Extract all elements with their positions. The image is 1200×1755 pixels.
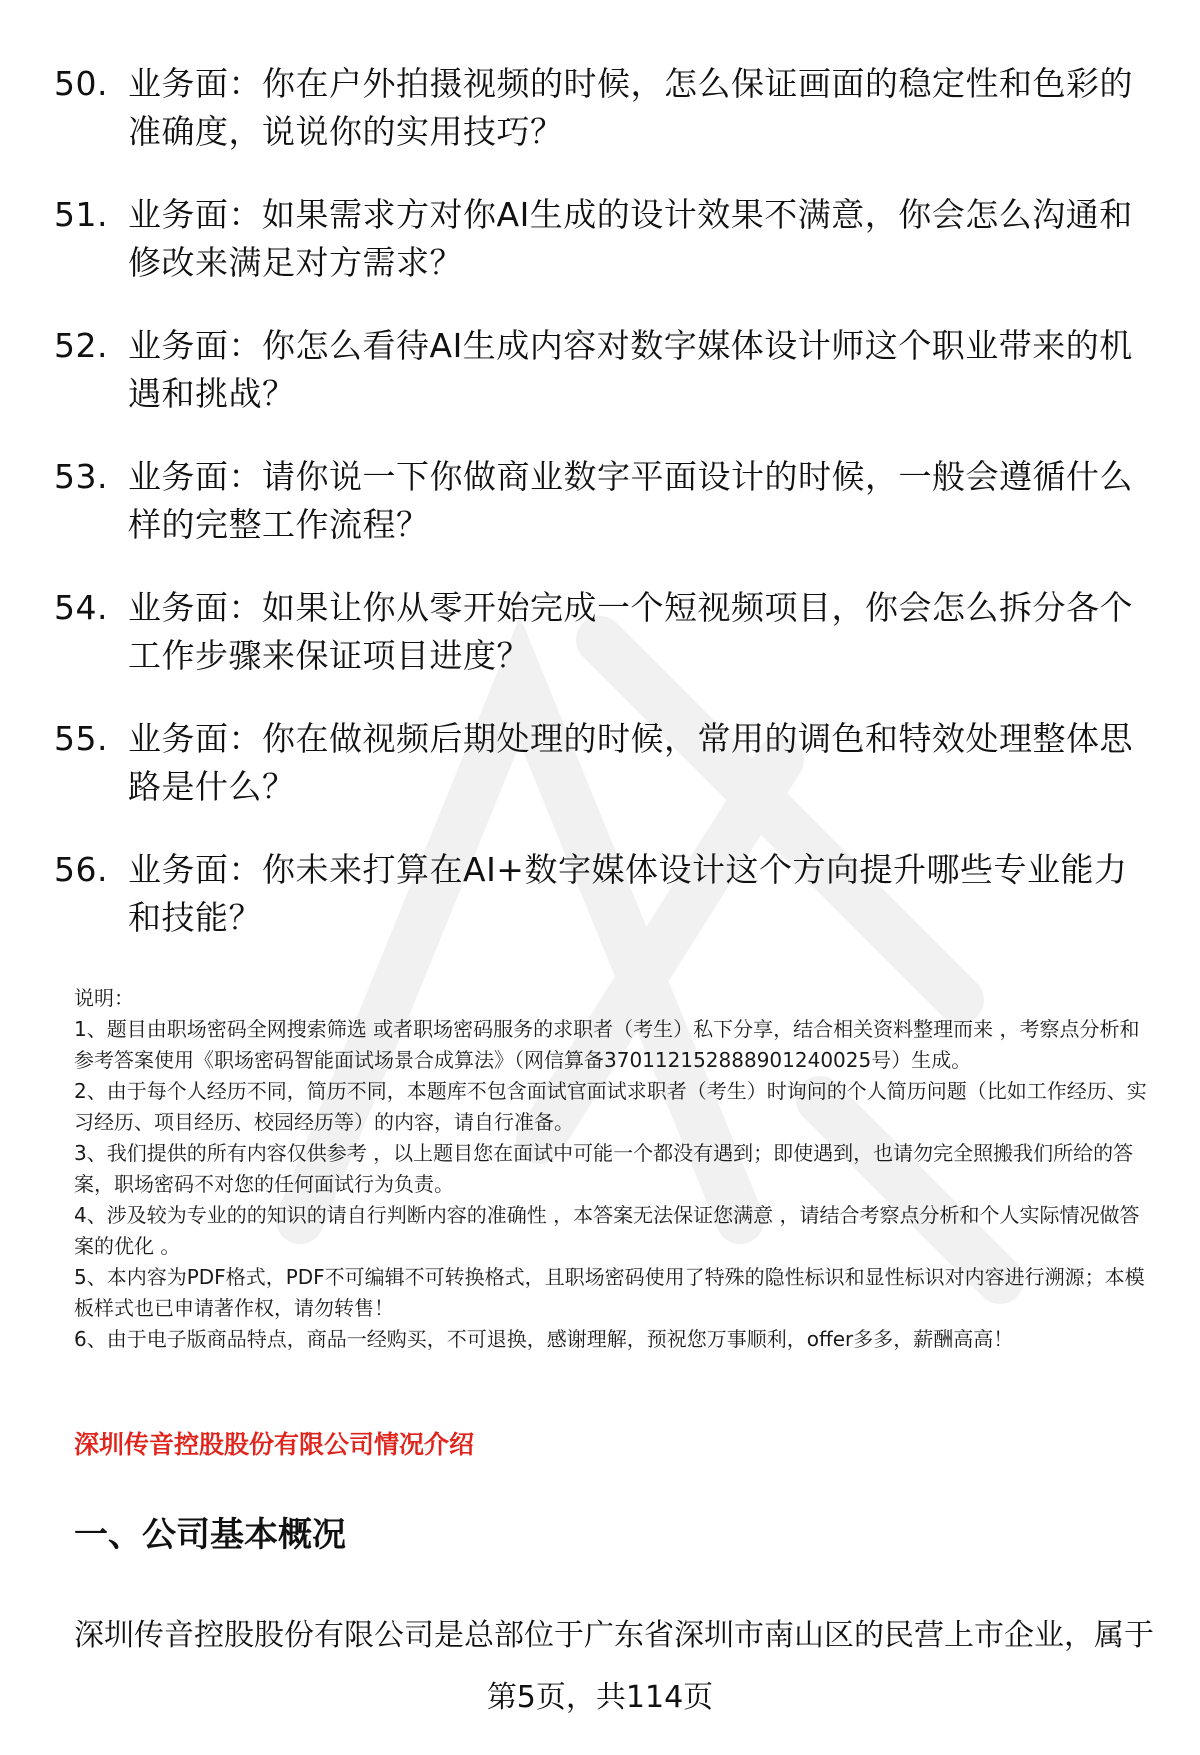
page-number: 第5页，共114页 <box>486 1680 714 1715</box>
notes-heading: 说明： <box>74 986 134 1010</box>
note-item: 2、由于每个人经历不同，简历不同，本题库不包含面试官面试求职者（考生）时询问的个人简历问题（比如工作经历、实习经历、项目经历、校园经历等）的内容，请自行准备。 <box>74 1079 1147 1134</box>
note-item: 5、本内容为PDF格式，PDF不可编辑不可转换格式，且职场密码使用了特殊的隐性标识和显性标识对内容进行溯源；本模板样式也已申请著作权，请勿转售！ <box>74 1265 1145 1320</box>
question-list <box>0 60 1200 977</box>
question-number: 55. <box>54 719 108 758</box>
question-number: 51. <box>54 195 108 234</box>
question-number: 53. <box>54 457 108 496</box>
question-number: 56. <box>54 850 108 889</box>
note-item: 6、由于电子版商品特点，商品一经购买，不可退换，感谢理解，预祝您万事顺利，offer多多，薪酬高高！ <box>74 1327 1014 1351</box>
question-item <box>0 453 1200 584</box>
question-text: 业务面：如果需求方对你AI生成的设计效果不满意，你会怎么沟通和修改来满足对方需求？ <box>128 195 1133 282</box>
question-item <box>0 322 1200 453</box>
question-item <box>0 60 1200 191</box>
note-item: 4、涉及较为专业的的知识的请自行判断内容的准确性 ，本答案无法保证您满意 ，请结合考察点分析和个人实际情况做答案的优化 。 <box>74 1203 1140 1258</box>
notes-section <box>74 983 1154 1355</box>
question-text: 业务面：你怎么看待AI生成内容对数字媒体设计师这个职业带来的机遇和挑战？ <box>128 326 1133 413</box>
question-number: 54. <box>54 588 108 627</box>
note-item: 3、我们提供的所有内容仅供参考 ，以上题目您在面试中可能一个都没有遇到；即使遇到，也请勿完全照搬我们所给的答案，职场密码不对您的任何面试行为负责。 <box>74 1141 1134 1196</box>
question-item <box>0 191 1200 322</box>
question-number: 52. <box>54 326 108 365</box>
question-item <box>0 715 1200 846</box>
question-text: 业务面：你在户外拍摄视频的时候，怎么保证画面的稳定性和色彩的准确度，说说你的实用技巧？ <box>128 64 1133 151</box>
question-text: 业务面：请你说一下你做商业数字平面设计的时候，一般会遵循什么样的完整工作流程？ <box>128 457 1133 544</box>
company-title: 深圳传音控股股份有限公司情况介绍 <box>74 1430 475 1459</box>
question-item <box>0 584 1200 715</box>
question-number: 50. <box>54 64 108 103</box>
question-text: 业务面：你未来打算在AI+数字媒体设计这个方向提升哪些专业能力和技能？ <box>128 850 1128 937</box>
note-item: 1、题目由职场密码全网搜索筛选 或者职场密码服务的求职者（考生）私下分享，结合相关资料整理而来 ，考察点分析和参考答案使用《职场密码智能面试场景合成算法》（网信算备370112152888901240025号）生成。 <box>74 1017 1140 1072</box>
question-item <box>0 846 1200 977</box>
question-text: 业务面：你在做视频后期处理的时候，常用的调色和特效处理整体思路是什么？ <box>128 719 1133 806</box>
question-text: 业务面：如果让你从零开始完成一个短视频项目，你会怎么拆分各个工作步骤来保证项目进度？ <box>128 588 1133 675</box>
intro-paragraph: 深圳传音控股股份有限公司是总部位于广东省深圳市南山区的民营上市企业，属于 <box>74 1618 1154 1653</box>
section-heading: 一、公司基本概况 <box>74 1515 346 1555</box>
